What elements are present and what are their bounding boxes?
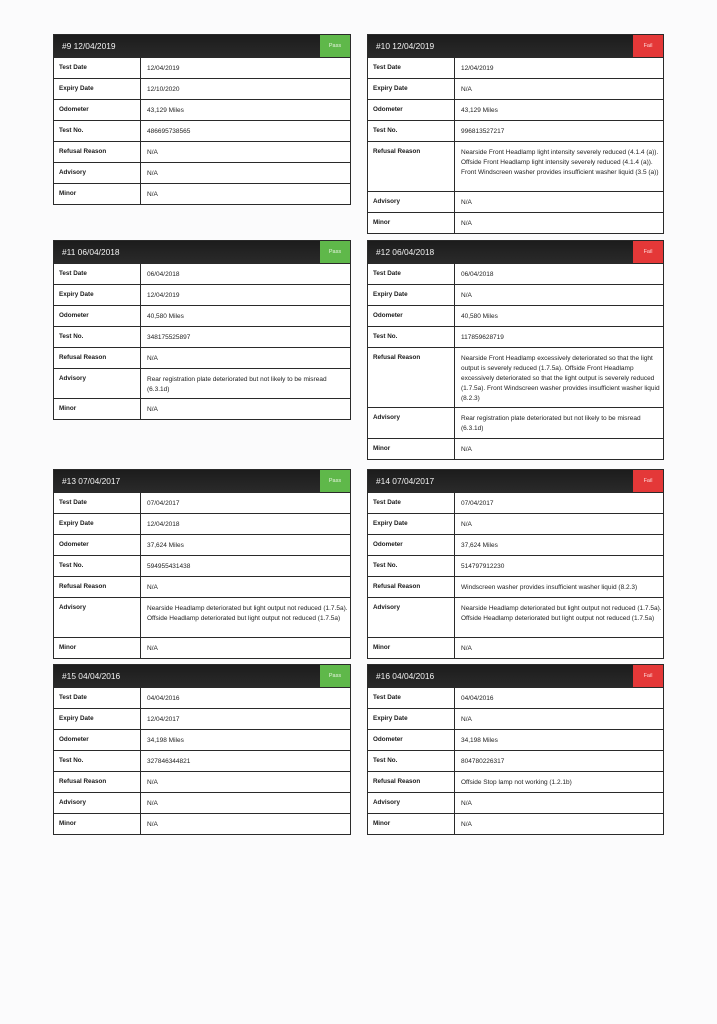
value: N/A xyxy=(461,645,472,652)
card-header xyxy=(368,665,663,687)
row-expiry-date xyxy=(54,513,350,534)
label: Expiry Date xyxy=(54,709,141,729)
label: Odometer xyxy=(54,100,141,120)
row-advisory xyxy=(368,792,663,813)
value: 34,198 Miles xyxy=(461,737,498,744)
mot-test-card xyxy=(53,664,351,835)
row-advisory xyxy=(54,368,350,398)
label: Test No. xyxy=(368,121,455,141)
mot-test-card xyxy=(367,469,664,659)
value: N/A xyxy=(461,821,472,828)
row-refusal-reason xyxy=(368,576,663,597)
value: Rear registration plate deteriorated but not likely to be misread (6.3.1d) xyxy=(461,415,641,432)
row-expiry-date xyxy=(54,78,350,99)
value: N/A xyxy=(147,821,158,828)
row-odometer xyxy=(54,305,350,326)
row-test-date xyxy=(54,492,350,513)
label: Expiry Date xyxy=(368,514,455,534)
value: N/A xyxy=(147,355,158,362)
test-title: #10 12/04/2019 xyxy=(376,41,435,51)
label: Test No. xyxy=(54,556,141,576)
value: Nearside Front Headlamp light intensity severely reduced (4.1.4 (a)). Offside Front Headlamp light intensity severely reduced (4.1.4 (a)). Front Windscreen washer provides insufficient washer liquid (3.5 (a)) xyxy=(461,149,659,176)
label: Test Date xyxy=(54,493,141,513)
result-badge: Fail xyxy=(633,35,663,57)
value: Nearside Headlamp deteriorated but light output not reduced (1.7.5a). Offside Headlamp deteriorated but light output not reduced (1.7.5a) xyxy=(461,605,662,622)
test-title: #14 07/04/2017 xyxy=(376,476,435,486)
value: 12/10/2020 xyxy=(147,86,180,93)
value: 327846344821 xyxy=(147,758,191,765)
row-expiry-date xyxy=(54,708,350,729)
row-advisory xyxy=(368,597,663,637)
value: N/A xyxy=(147,149,158,156)
row-odometer xyxy=(54,729,350,750)
label: Refusal Reason xyxy=(368,142,455,191)
label: Advisory xyxy=(54,369,141,398)
row-minor xyxy=(368,813,663,834)
label: Test No. xyxy=(368,556,455,576)
value: 07/04/2017 xyxy=(147,500,180,507)
value: N/A xyxy=(147,800,158,807)
label: Advisory xyxy=(368,192,455,212)
result-badge: Fail xyxy=(633,470,663,492)
card-header xyxy=(54,665,350,687)
card-header xyxy=(54,470,350,492)
row-minor xyxy=(368,637,663,658)
value: 06/04/2018 xyxy=(461,271,494,278)
row-expiry-date xyxy=(54,284,350,305)
label: Expiry Date xyxy=(368,285,455,305)
row-test-no xyxy=(368,750,663,771)
row-odometer xyxy=(54,534,350,555)
row-odometer xyxy=(368,305,663,326)
row-odometer xyxy=(54,99,350,120)
row-minor xyxy=(54,183,350,204)
value: 40,580 Miles xyxy=(147,313,184,320)
label: Expiry Date xyxy=(54,79,141,99)
mot-test-card xyxy=(367,240,664,460)
label: Test Date xyxy=(368,264,455,284)
row-advisory xyxy=(368,407,663,438)
row-minor xyxy=(54,637,350,658)
label: Refusal Reason xyxy=(54,577,141,597)
label: Advisory xyxy=(54,163,141,183)
value: N/A xyxy=(147,191,158,198)
label: Test No. xyxy=(368,327,455,347)
row-test-no xyxy=(54,555,350,576)
test-title: #13 07/04/2017 xyxy=(62,476,121,486)
row-advisory xyxy=(54,597,350,637)
row-minor xyxy=(368,212,663,233)
row-advisory xyxy=(368,191,663,212)
label: Expiry Date xyxy=(368,79,455,99)
test-title: #15 04/04/2016 xyxy=(62,671,121,681)
row-refusal-reason xyxy=(54,771,350,792)
value: Rear registration plate deteriorated but not likely to be misread (6.3.1d) xyxy=(147,376,327,393)
label: Expiry Date xyxy=(368,709,455,729)
result-badge: Pass xyxy=(320,241,350,263)
label: Minor xyxy=(368,814,455,834)
value: N/A xyxy=(461,220,472,227)
value: N/A xyxy=(461,86,472,93)
label: Minor xyxy=(54,184,141,204)
label: Expiry Date xyxy=(54,514,141,534)
label: Odometer xyxy=(368,535,455,555)
value: 804780226317 xyxy=(461,758,505,765)
row-refusal-reason xyxy=(54,576,350,597)
mot-test-card xyxy=(53,469,351,659)
value: N/A xyxy=(461,521,472,528)
label: Test Date xyxy=(368,688,455,708)
row-expiry-date xyxy=(368,284,663,305)
test-title: #9 12/04/2019 xyxy=(62,41,116,51)
label: Minor xyxy=(368,213,455,233)
value: 348175525897 xyxy=(147,334,191,341)
value: N/A xyxy=(147,406,158,413)
row-test-no xyxy=(368,326,663,347)
row-expiry-date xyxy=(368,78,663,99)
label: Test Date xyxy=(54,264,141,284)
value: N/A xyxy=(461,292,472,299)
label: Test Date xyxy=(54,58,141,78)
label: Minor xyxy=(54,399,141,419)
card-header xyxy=(368,35,663,57)
test-title: #12 06/04/2018 xyxy=(376,247,435,257)
value: N/A xyxy=(461,446,472,453)
value: 12/04/2018 xyxy=(147,521,180,528)
row-test-no xyxy=(54,750,350,771)
value: N/A xyxy=(147,645,158,652)
result-badge: Fail xyxy=(633,665,663,687)
label: Test No. xyxy=(54,751,141,771)
value: 04/04/2016 xyxy=(461,695,494,702)
label: Refusal Reason xyxy=(54,348,141,368)
row-odometer xyxy=(368,729,663,750)
row-test-date xyxy=(54,687,350,708)
label: Test No. xyxy=(368,751,455,771)
label: Advisory xyxy=(368,598,455,637)
label: Test Date xyxy=(368,493,455,513)
value: 40,580 Miles xyxy=(461,313,498,320)
value: N/A xyxy=(461,716,472,723)
value: 594955431438 xyxy=(147,563,191,570)
mot-test-card xyxy=(53,34,351,205)
value: 43,129 Miles xyxy=(461,107,498,114)
label: Refusal Reason xyxy=(54,142,141,162)
row-refusal-reason xyxy=(54,347,350,368)
row-test-no xyxy=(368,555,663,576)
row-odometer xyxy=(368,99,663,120)
value: 04/04/2016 xyxy=(147,695,180,702)
test-title: #16 04/04/2016 xyxy=(376,671,435,681)
row-advisory xyxy=(54,162,350,183)
value: 486695738565 xyxy=(147,128,191,135)
row-minor xyxy=(54,813,350,834)
label: Advisory xyxy=(54,598,141,637)
label: Test Date xyxy=(54,688,141,708)
row-advisory xyxy=(54,792,350,813)
row-test-no xyxy=(54,120,350,141)
value: 37,624 Miles xyxy=(461,542,498,549)
label: Odometer xyxy=(368,306,455,326)
result-badge: Pass xyxy=(320,665,350,687)
row-test-date xyxy=(368,263,663,284)
value: Nearside Front Headlamp excessively deteriorated so that the light output is severely reduced (1.7.5a). Offside Front Headlamp excessively deteriorated so that the light output is severely reduced (1.7.5a). Front Windscreen washer provides insufficient washer liquid (8.2.3) xyxy=(461,355,660,402)
row-refusal-reason xyxy=(54,141,350,162)
value: 07/04/2017 xyxy=(461,500,494,507)
label: Advisory xyxy=(54,793,141,813)
value: N/A xyxy=(147,170,158,177)
result-badge: Fail xyxy=(633,241,663,263)
value: 12/04/2019 xyxy=(147,65,180,72)
value: 117859628719 xyxy=(461,334,504,341)
value: Windscreen washer provides insufficient washer liquid (8.2.3) xyxy=(461,584,638,591)
value: 34,198 Miles xyxy=(147,737,184,744)
label: Advisory xyxy=(368,408,455,438)
mot-test-card xyxy=(367,34,664,234)
label: Refusal Reason xyxy=(368,577,455,597)
value: 996813527217 xyxy=(461,128,505,135)
card-header xyxy=(368,241,663,263)
row-odometer xyxy=(368,534,663,555)
label: Refusal Reason xyxy=(368,348,455,407)
label: Minor xyxy=(54,814,141,834)
row-minor xyxy=(54,398,350,419)
label: Test No. xyxy=(54,121,141,141)
result-badge: Pass xyxy=(320,470,350,492)
value: 514797912230 xyxy=(461,563,505,570)
value: 12/04/2019 xyxy=(461,65,494,72)
label: Advisory xyxy=(368,793,455,813)
value: 06/04/2018 xyxy=(147,271,180,278)
value: 12/04/2019 xyxy=(147,292,180,299)
label: Odometer xyxy=(368,730,455,750)
row-refusal-reason xyxy=(368,771,663,792)
label: Minor xyxy=(368,638,455,658)
row-refusal-reason xyxy=(368,347,663,407)
label: Minor xyxy=(54,638,141,658)
value: 43,129 Miles xyxy=(147,107,184,114)
value: N/A xyxy=(461,199,472,206)
row-minor xyxy=(368,438,663,459)
row-expiry-date xyxy=(368,513,663,534)
test-title: #11 06/04/2018 xyxy=(62,247,120,257)
value: 12/04/2017 xyxy=(147,716,180,723)
row-refusal-reason xyxy=(368,141,663,191)
row-test-date xyxy=(54,57,350,78)
value: N/A xyxy=(147,584,158,591)
row-expiry-date xyxy=(368,708,663,729)
label: Odometer xyxy=(54,535,141,555)
label: Refusal Reason xyxy=(368,772,455,792)
result-badge: Pass xyxy=(320,35,350,57)
row-test-no xyxy=(368,120,663,141)
value: 37,624 Miles xyxy=(147,542,184,549)
value: Nearside Headlamp deteriorated but light output not reduced (1.7.5a). Offside Headlamp deteriorated but light output not reduced (1.7.5a) xyxy=(147,605,348,622)
card-header xyxy=(54,35,350,57)
label: Refusal Reason xyxy=(54,772,141,792)
row-test-no xyxy=(54,326,350,347)
value: Offside Stop lamp not working (1.2.1b) xyxy=(461,779,572,786)
mot-test-card xyxy=(53,240,351,420)
label: Odometer xyxy=(368,100,455,120)
card-header xyxy=(368,470,663,492)
value: N/A xyxy=(461,800,472,807)
row-test-date xyxy=(368,687,663,708)
label: Test Date xyxy=(368,58,455,78)
label: Minor xyxy=(368,439,455,459)
card-header xyxy=(54,241,350,263)
row-test-date xyxy=(54,263,350,284)
row-test-date xyxy=(368,57,663,78)
mot-test-card xyxy=(367,664,664,835)
label: Odometer xyxy=(54,730,141,750)
row-test-date xyxy=(368,492,663,513)
label: Test No. xyxy=(54,327,141,347)
value: N/A xyxy=(147,779,158,786)
label: Odometer xyxy=(54,306,141,326)
label: Expiry Date xyxy=(54,285,141,305)
